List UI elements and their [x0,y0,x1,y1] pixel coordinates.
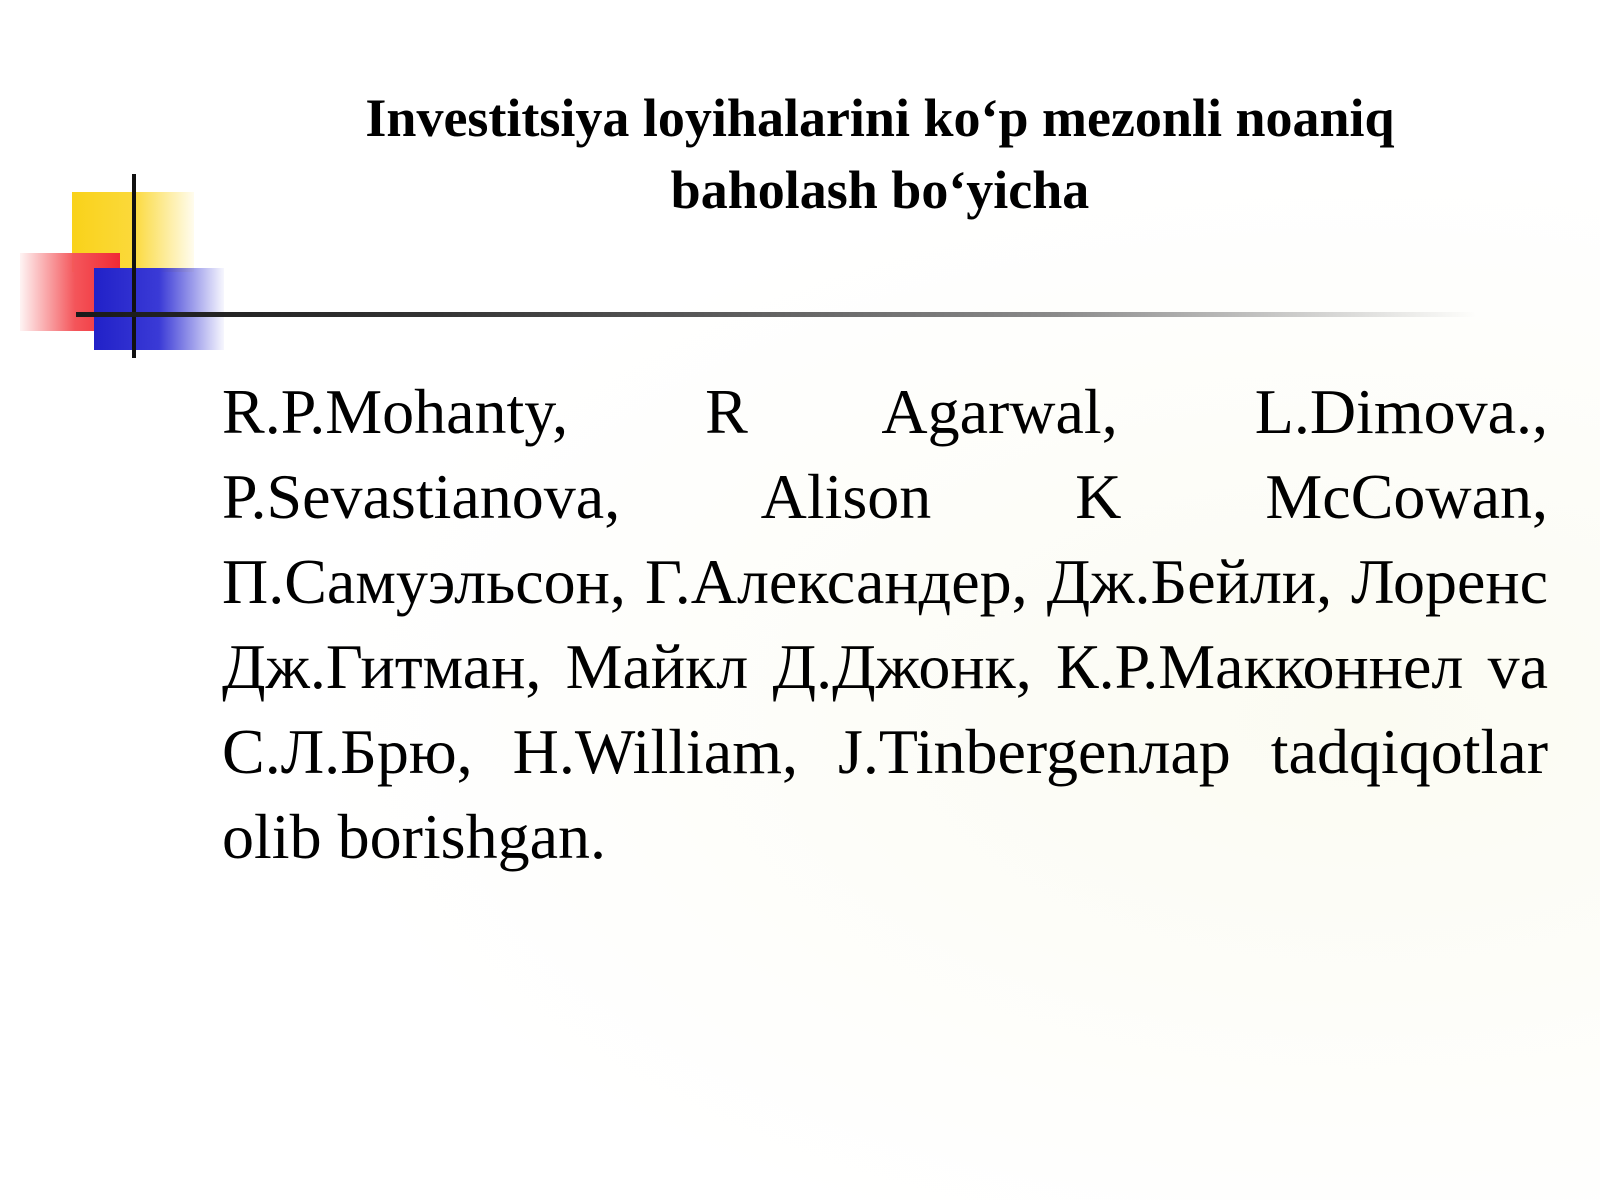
ornament-blue-square [94,268,224,350]
slide-title [250,82,1510,226]
slide-title-line-1: Investitsiya loyihalarini ko‘p mezonli noaniq [365,88,1395,148]
slide-title-line-2: baholash bo‘yicha [670,160,1090,220]
title-divider-line [76,312,1476,317]
ornament-vertical-line [132,174,136,358]
slide-body-text: R.P.Mohanty, R Agarwal, L.Dimova., P.Sevastianova, Alison K McCowan, П.Самуэльсон, Г.Александер, Дж.Бейли, Лоренс Дж.Гитман, Майкл Д.Джонк, К.Р.Макконнел va С.Л.Брю, H.William, J.Tinbergenлар tadqiqotlar olib borishgan. [222,376,1548,872]
